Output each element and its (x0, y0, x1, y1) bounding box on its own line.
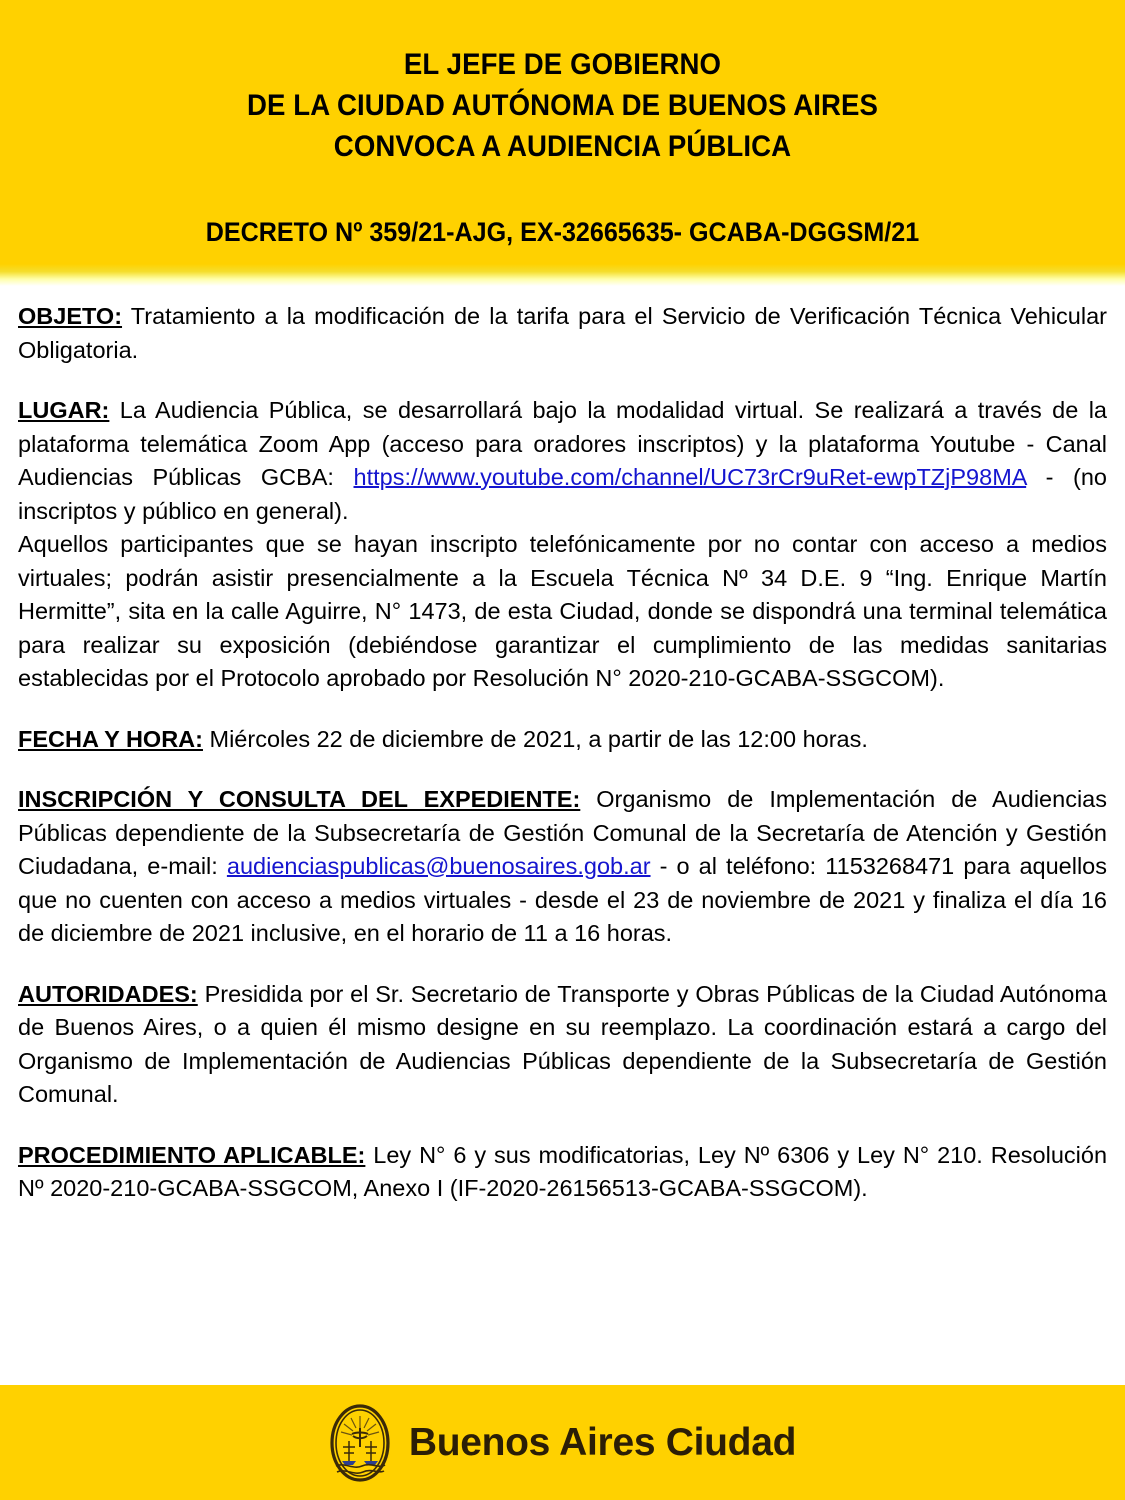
section-inscripcion-text-after-link: - o al teléfono: 1153268471 para aquellos que no cuenten con acceso a medios virtuales - desde el 23 de noviembre de 2021 y finaliza el día 16 de diciembre de 2021 inclusive, en el horario de 11 a 16 horas. (18, 853, 1107, 946)
youtube-channel-link[interactable]: https://www.youtube.com/channel/UC73rCr9uRet-ewpTZjP98MA (353, 464, 1027, 490)
footer-banner (0, 1385, 1125, 1500)
buenos-aires-ciudad-logo (329, 1403, 796, 1483)
document-body (18, 300, 1107, 1233)
section-lugar-text-before-link: La Audiencia Pública, se desarrollará bajo la modalidad virtual. Se realizará a través de la plataforma telemática Zoom App (acceso para oradores inscriptos) y la plataforma Youtube - Canal Audiencias Públicas GCBA: (18, 397, 1107, 490)
email-link[interactable]: audienciaspublicas@buenosaires.gob.ar (226, 853, 651, 879)
header-decree-number: DECRETO Nº 359/21-AJG, EX-32665635- GCABA-DGGSM/21 (205, 217, 920, 247)
header-banner (0, 0, 1125, 264)
section-autoridades (18, 978, 1107, 1112)
section-objeto (18, 300, 1107, 367)
header-title-line-1: EL JEFE DE GOBIERNO (403, 48, 722, 81)
section-fecha-y-hora-text: Miércoles 22 de diciembre de 2021, a partir de las 12:00 horas. (202, 725, 868, 752)
section-lugar-text-after-link: - (no inscriptos y público en general). (18, 464, 1107, 524)
section-inscripcion-text-before-link: Organismo de Implementación de Audiencias Públicas dependiente de la Subsecretaría de Gestión Comunal de la Secretaría de Atención y Gestión Ciudadana, e-mail: (18, 786, 1107, 879)
section-objeto-label: OBJETO: (18, 303, 123, 329)
section-lugar (18, 394, 1107, 528)
section-autoridades-label: AUTORIDADES: (18, 980, 198, 1007)
section-fecha-y-hora (18, 723, 1107, 757)
header-title-line-3: CONVOCA A AUDIENCIA PÚBLICA (333, 130, 792, 163)
section-procedimiento (18, 1139, 1107, 1206)
header-title-line-2: DE LA CIUDAD AUTÓNOMA DE BUENOS AIRES (246, 89, 879, 122)
section-procedimiento-label: PROCEDIMIENTO APLICABLE: (18, 1141, 366, 1168)
section-inscripcion-label: INSCRIPCIÓN Y CONSULTA DEL EXPEDIENTE: (18, 786, 581, 812)
section-autoridades-text: Presidida por el Sr. Secretario de Transporte y Obras Públicas de la Ciudad Autónoma de Buenos Aires, o a quien él mismo designe en su reemplazo. La coordinación estará a cargo del Organismo de Implementación de Audiencias Públicas dependiente de la Subsecretaría de Gestión Comunal. (18, 980, 1107, 1107)
section-lugar-paragraph-2: Aquellos participantes que se hayan inscripto telefónicamente por no contar con acceso a medios virtuales; podrán asistir presencialmente a la Escuela Técnica Nº 34 D.E. 9 “Ing. Enrique Martín Hermitte”, sita en la calle Aguirre, N° 1473, de esta Ciudad, donde se dispondrá una terminal telemática para realizar su exposición (debiéndose garantizar el cumplimiento de las medidas sanitarias establecidas por el Protocolo aprobado por Resolución N° 2020-210-GCABA-SSGCOM). (18, 531, 1107, 691)
section-objeto-text: Tratamiento a la modificación de la tarifa para el Servicio de Verificación Técnica Vehicular Obligatoria. (18, 303, 1107, 363)
section-fecha-y-hora-label: FECHA Y HORA: (18, 725, 203, 752)
section-procedimiento-text: Ley N° 6 y sus modificatorias, Ley Nº 6306 y Ley N° 210. Resolución Nº 2020-210-GCABA-SSGCOM, Anexo I (IF-2020-26156513-GCABA-SSGCOM). (18, 1141, 1108, 1201)
buenos-aires-coat-of-arms-icon (329, 1403, 391, 1483)
section-inscripcion (18, 783, 1107, 951)
footer-wordmark: Buenos Aires Ciudad (408, 1420, 797, 1464)
section-lugar-label: LUGAR: (18, 397, 110, 423)
